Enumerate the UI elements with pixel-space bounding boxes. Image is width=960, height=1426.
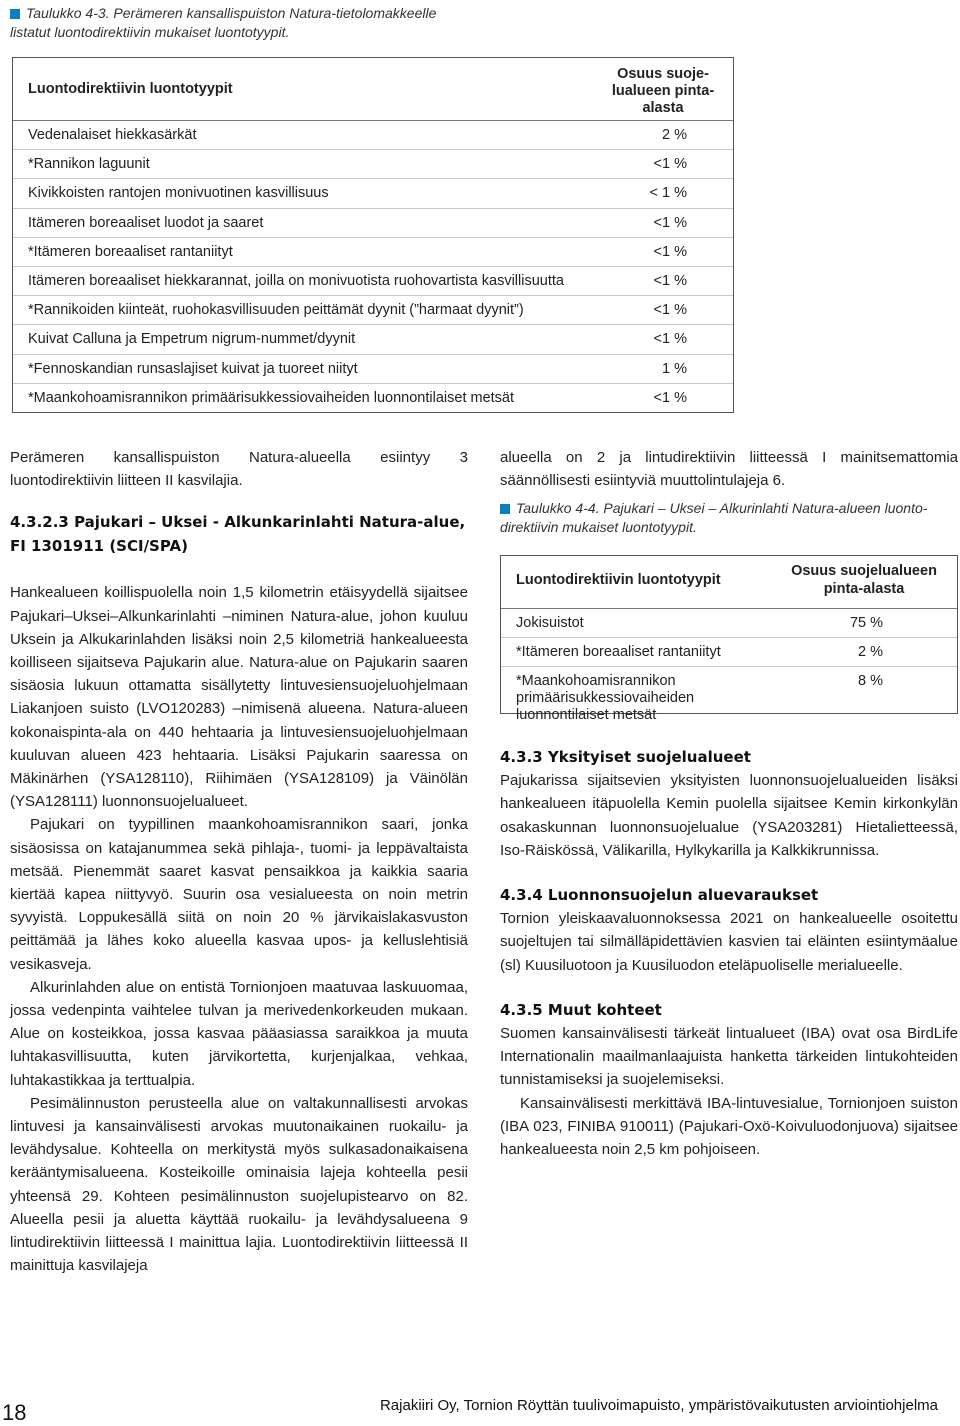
paragraph: Suomen kansainvälisesti tärkeät lintualueet (IBA) ovat osa BirdLife Internationalin maailmanlaajuista hanketta tärkeiden lintukohteiden tunnistamiseksi ja suojelemiseksi. bbox=[500, 1025, 958, 1089]
table-row: *Fennoskandian runsaslajiset kuivat ja tuoreet niityt 1 % bbox=[13, 355, 733, 384]
column-header-share: Osuus suoje- lualueen pinta- alasta bbox=[611, 66, 715, 116]
table-row: Jokisuistot 75 % bbox=[501, 609, 957, 638]
left-column bbox=[10, 446, 468, 1278]
paragraph: alueella on 2 ja lintudirektiivin liitteessä I mainitsemattomia säännöllisesti esiintyviä muuttolintulajeja 6. bbox=[500, 449, 958, 490]
table-row: *Itämeren boreaaliset rantaniityt 2 % bbox=[501, 638, 957, 667]
table2-caption: Taulukko 4-4. Pajukari – Uksei – Alkurinlahti Natura-alueen luonto- direktiivin mukaiset luontotyypit. bbox=[500, 500, 928, 535]
table-header bbox=[501, 556, 957, 609]
paragraph: Pajukarissa sijaitsevien yksityisten luonnonsuojelualueiden lisäksi hankealueen itäpuolella Kemin puolella sijaitsee Kemin kirkonkylän osakaskunnan luonnonsuojelualue (YSA203281) Hietalietteessä, Iso-Räiskössä, Välikarilla, Hylkykarilla ja Kalkkikrunnissa. bbox=[500, 772, 958, 859]
habitat-table-perameri bbox=[12, 57, 734, 413]
paragraph: Tornion yleiskaavaluonnoksessa 2021 on hankealueelle osoitettu suojeltujen tai silmälläpidettävien kasvien tai eläinten esiintymäalue (sl) Kuusiluotoon ja Kuusiluodon eteläpuoliselle merialueelle. bbox=[500, 910, 958, 974]
right-column-top bbox=[500, 446, 958, 492]
table-row: *Maankohoamisrannikon primäärisukkessiovaiheiden luonnontilaiset metsät <1 % bbox=[28, 389, 687, 406]
table-row: *Rannikon laguunit <1 % bbox=[13, 150, 733, 179]
section-heading-434: 4.3.4 Luonnonsuojelun aluevaraukset bbox=[500, 886, 819, 905]
section-heading-435: 4.3.5 Muut kohteet bbox=[500, 1000, 662, 1019]
column-header-share: Osuus suojelualueen pinta-alasta bbox=[791, 563, 937, 597]
column-header-type: Luontodirektiivin luontotyypit bbox=[28, 81, 233, 97]
intro-paragraph: Perämeren kansallispuiston Natura-alueella esiintyy 3 luontodirektiivin liitteen II kasvilajia. bbox=[10, 449, 468, 490]
right-column-sections bbox=[500, 746, 958, 1161]
table-row: Kuivat Calluna ja Empetrum nigrum-nummet/dyynit <1 % bbox=[13, 325, 733, 354]
footer-text: Rajakiiri Oy, Tornion Röyttän tuulivoimapuisto, ympäristövaikutusten arviointiohjelma bbox=[379, 1397, 938, 1414]
paragraph: Pajukari on tyypillinen maankohoamisrannikon saari, jonka sisäosissa on katajanummea sekä pihlaja-, tuomi- ja leppävaltaista metsää. Pienemmät saaret kasvat pensaikkoa ja kaikkia saaria kiertää kapea niittyvyö. Suurin osa vesialueesta on noin metrin syvyistä. Loppukesällä siitä on noin 20 % järvikaislakasvuston peittämää ja lähes koko alueella kasvaa upos- ja kelluslehtisiä vesikasveja. bbox=[10, 816, 468, 973]
table-row: Itämeren boreaaliset hiekkarannat, joilla on monivuotista ruohovartista kasvillisuutta <1 % bbox=[13, 267, 733, 296]
table-row: *Maankohoamisrannikon primäärisukkessiovaiheiden luonnontilaiset metsät 8 % bbox=[516, 673, 883, 723]
table-header bbox=[13, 58, 733, 121]
table1-caption: Taulukko 4-3. Perämeren kansallispuiston Natura-tietolomakkeelle listatut luontodirektiivin mukaiset luontotyypit. bbox=[10, 5, 437, 40]
section-heading-433: 4.3.3 Yksityiset suojelualueet bbox=[500, 748, 751, 766]
table-row: *Rannikoiden kiinteät, ruohokasvillisuuden peittämät dyynit (”harmaat dyynit”) <1 % bbox=[13, 296, 733, 325]
paragraph: Hankealueen koillispuolella noin 1,5 kilometrin etäisyydellä sijaitsee Pajukari–Uksei–Alkunkarinlahti –niminen Natura-alue, johon kuuluu Uksein ja Alkukarinlahden lisäksi noin 2,5 kilometriä hankealueesta koilliseen sijaitseva Pajukarin alue. Natura-alue on Pajukarin saaren sisäosia lukuun ottamatta sisällytetty lintuvesiensuojeluohjelmaan Liakanjoen suisto (LVO120283) –nimisenä alueena. Natura-alueen kokonaispinta-ala on 440 hehtaaria ja lintuvesiensuojeluohjelmaan kuuluvan alueen 423 hehtaaria. Lisäksi Pajukarin saaressa on Mäkinärhen (YSA128110), Riihimäen (YSA128109) ja Väinölän (YSA128111) luonnonsuojelualueet. bbox=[10, 584, 468, 811]
paragraph: Alkurinlahden alue on entistä Tornionjoen maatuvaa laskuuomaa, jossa vedenpinta vaihtelee tulvan ja merivedenkorkeuden mukaan. Alue on kosteikkoa, jossa kasvaa pääasiassa saraikkoa ja muuta luhtakasvillisuutta, kuten järvikortetta, kurjenjalkaa, vehkaa, luhtakastikkaa ja terttualpia. bbox=[10, 978, 468, 1089]
paragraph: Kansainvälisesti merkittävä IBA-lintuvesialue, Tornionjoen suiston (IBA 023, FINIBA 910011) (Pajukari-Oxö-Koivuluodonjuova) sijaitsee hankealueesta noin 2,5 km pohjoiseen. bbox=[500, 1094, 958, 1159]
habitat-table-pajukari bbox=[500, 555, 958, 723]
section-heading-4323: 4.3.2.3 Pajukari – Uksei - Alkunkarinlahti Natura-alue, FI 1301911 (SCI/SPA) bbox=[10, 513, 466, 556]
caption-marker-icon bbox=[500, 504, 510, 514]
table-row: Kivikkoisten rantojen monivuotinen kasvillisuus < 1 % bbox=[13, 179, 733, 208]
column-header-type: Luontodirektiivin luontotyypit bbox=[516, 572, 721, 588]
table-row: Itämeren boreaaliset luodot ja saaret <1 % bbox=[13, 209, 733, 238]
paragraph: Pesimälinnuston perusteella alue on valtakunnallisesti arvokas lintuvesi ja kansainvälisesti arvokas muutonaikainen ruokailu- ja levähdysalue. Kohteella on merkitystä myös sulkasadonaikaisena kerääntymisalueena. Kosteikoille ominaisia lajeja kohteella pesii yhteensä 29. Kohteen pesimälinnuston suojelupistearvo on 82. Alueella pesii ja aluetta käyttää ruokailu- ja levähdysalueena 9 lintudirektiivin liitteessä I mainittua lajia. Luontodirektiivin liitteessä II mainittuja kasvilajeja bbox=[10, 1094, 468, 1275]
caption-marker-icon bbox=[10, 9, 20, 19]
page-number: 18 bbox=[2, 1400, 27, 1425]
table-row: Vedenalaiset hiekkasärkät 2 % bbox=[13, 121, 733, 150]
table-row: *Itämeren boreaaliset rantaniityt <1 % bbox=[13, 238, 733, 267]
